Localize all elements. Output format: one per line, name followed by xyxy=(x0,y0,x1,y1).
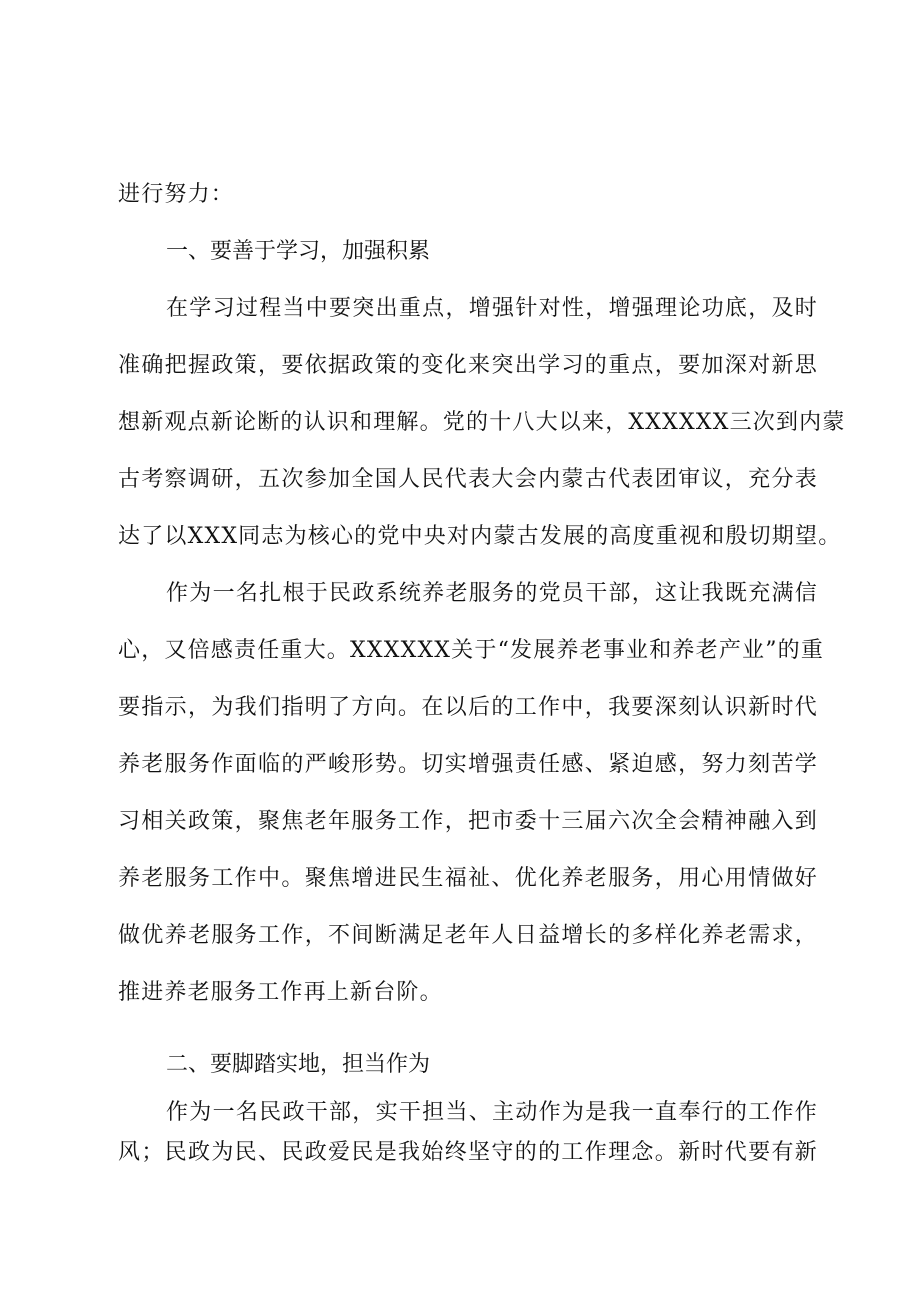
paragraph-line: 养老服务作面临的严峻形势。切实增强责任感、紧迫感，努力刻苦学 xyxy=(118,752,818,777)
paragraph-line: 古考察调研，五次参加全国人民代表大会内蒙古代表团审议，充分表 xyxy=(118,467,818,492)
paragraph-line: 做优养老服务工作，不间断满足老年人日益增长的多样化养老需求， xyxy=(118,923,818,948)
paragraph-line: 推进养老服务工作再上新台阶。 xyxy=(118,980,443,1005)
paragraph-line: 习相关政策，聚焦老年服务工作，把市委十三届六次全会精神融入到 xyxy=(118,809,818,834)
paragraph-line: 准确把握政策，要依据政策的变化来突出学习的重点，要加深对新思 xyxy=(118,353,818,378)
paragraph-line: 要指示，为我们指明了方向。在以后的工作中，我要深刻认识新时代 xyxy=(118,695,818,720)
section-1-heading: 一、要善于学习，加强积累 xyxy=(166,239,431,264)
paragraph-line: 想新观点新论断的认识和理解。党的十八大以来，XXXXXX三次到内蒙 xyxy=(118,410,846,435)
paragraph-line: 在学习过程当中要突出重点，增强针对性，增强理论功底，及时 xyxy=(166,296,818,321)
paragraph-line: 达了以XXX同志为核心的党中央对内蒙古发展的高度重视和殷切期望。 xyxy=(118,524,842,549)
paragraph-line: 作为一名扎根于民政系统养老服务的党员干部，这让我既充满信 xyxy=(166,581,818,606)
paragraph-line: 心，又倍感责任重大。XXXXXX关于“发展养老事业和养老产业”的重 xyxy=(118,638,825,663)
paragraph-line: 风；民政为民、民政爱民是我始终坚守的的工作理念。新时代要有新 xyxy=(118,1140,818,1165)
paragraph-line: 作为一名民政干部，实干担当、主动作为是我一直奉行的工作作 xyxy=(166,1100,818,1125)
section-2-heading: 二、要脚踏实地，担当作为 xyxy=(166,1052,431,1077)
paragraph-line: 养老服务工作中。聚焦增进民生福祉、优化养老服务，用心用情做好 xyxy=(118,866,818,891)
intro-line: 进行努力： xyxy=(118,182,235,207)
